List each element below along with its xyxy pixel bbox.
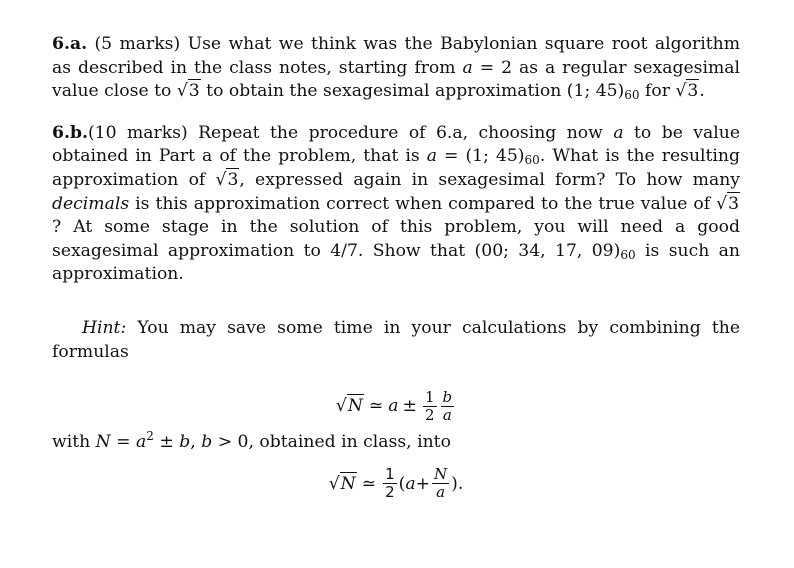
gt-zero: > 0	[212, 432, 249, 453]
fraction-b-over-a: $\frac{b}{a}$	[442, 387, 453, 424]
eq-value: = (1; 45)	[437, 146, 525, 167]
problem-6a-text-3: to obtain the sexagesimal approximation	[200, 81, 567, 102]
var-b: b	[201, 432, 213, 453]
var-a: a	[462, 57, 473, 78]
problem-6a-label: 6.a.	[52, 34, 88, 54]
equals: =	[110, 432, 137, 453]
document-page	[52, 33, 740, 509]
var-a: a	[388, 396, 399, 417]
with-text: with	[52, 432, 96, 453]
decimals-word: decimals	[52, 193, 130, 214]
formula-2	[52, 459, 740, 509]
fraction-N-over-a: $\frac{N}{a}$	[434, 465, 448, 502]
problem-6a-marks: (5 marks)	[94, 34, 181, 54]
sqrt-3-symbol: √3	[215, 169, 239, 190]
hint-paragraph	[52, 317, 740, 364]
exponent-2: 2	[146, 429, 154, 444]
problem-6a-text-1: Use what we think was the Babylonian square root algorithm as described in the class notes, starting from	[52, 34, 740, 78]
problem-6b	[52, 122, 740, 287]
sqrt-N-symbol: √N	[328, 473, 356, 494]
hint-label: Hint:	[82, 317, 127, 338]
problem-6b-text-5: is this approximation correct when compared to the true value of	[129, 193, 717, 214]
var-a: a	[136, 432, 147, 453]
approx-symbol: ≃	[368, 396, 384, 417]
formula-1	[52, 381, 740, 431]
problem-6b-text-1: Repeat the procedure of 6.a, choosing now	[187, 122, 614, 143]
base-60: 60	[624, 88, 640, 103]
plus-sign: +	[415, 473, 431, 494]
problem-6a-text-2: as a regular sexagesimal value close to	[52, 57, 740, 102]
problem-6b-text-4: , expressed again in sexagesimal form? To how many	[239, 169, 741, 190]
problem-6b-text-3: . What is the resulting approximation of	[52, 146, 740, 190]
base-60: 60	[524, 153, 540, 168]
open-paren: (	[398, 473, 406, 494]
close-paren: ).	[451, 473, 464, 494]
var-N: N	[95, 432, 111, 453]
obtained-text: , obtained in class, into	[248, 432, 451, 453]
sqrt-3-symbol: √3	[675, 81, 699, 102]
hint-text: You may save some time in your calculations by combining the formulas	[52, 317, 740, 362]
var-a: a	[405, 473, 416, 494]
problem-6b-label: 6.b.	[52, 122, 88, 143]
eq-two: = 2	[472, 57, 513, 78]
var-a: a	[613, 122, 624, 143]
problem-6b-marks: (10 marks)	[87, 122, 188, 143]
plus-minus: ±	[153, 432, 180, 453]
problem-6b-text-6: ? At some stage in the solution of this problem, you will need a good sexagesimal approximation to 4/7. Show that	[52, 217, 740, 261]
problem-6b-text-2: to be value obtained in Part a of the problem, that is	[52, 122, 740, 167]
plus-minus: ±	[402, 396, 417, 417]
var-a: a	[426, 146, 438, 167]
sqrt-3-symbol: √3	[176, 81, 200, 102]
with-line	[52, 431, 740, 455]
base-60: 60	[620, 247, 636, 262]
problem-6b-text-7: is such an approximation.	[52, 240, 740, 285]
approx-symbol: ≃	[361, 473, 377, 494]
fraction-one-half: $\frac{1}{2}$	[424, 387, 435, 424]
sqrt-N-symbol: √N	[335, 396, 363, 417]
approx-value: (1; 45)	[566, 81, 625, 102]
period: .	[699, 81, 705, 102]
var-b: b	[179, 432, 191, 453]
approx-4-7: (00; 34, 17, 09)	[474, 240, 621, 261]
fraction-one-half: $\frac{1}{2}$	[385, 465, 395, 502]
problem-6a	[52, 33, 740, 104]
problem-6a-text-4: for	[639, 81, 676, 102]
comma: ,	[190, 432, 202, 453]
sqrt-3-symbol: √3	[716, 193, 739, 214]
